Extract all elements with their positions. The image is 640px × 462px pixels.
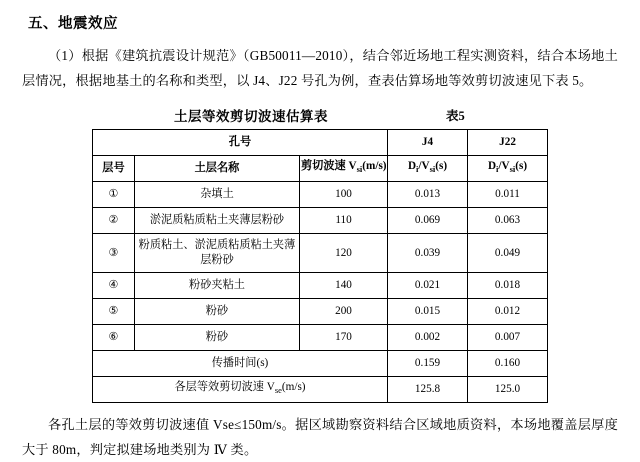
summary-label-equivalent-velocity (92, 377, 387, 403)
header-di-vsi-j4-sub-b: si (429, 164, 436, 175)
cell-j4-value: 0.021 (388, 273, 468, 299)
table-number: 表5 (446, 109, 465, 123)
cell-soil-name: 淤泥质粘质粘土夹薄层粉砂 (134, 208, 299, 234)
header-di-vsi-j4-sub-a: i (416, 164, 419, 175)
header-hole-j22: J22 (468, 130, 548, 156)
header-di-vsi-j22-mid: /V (498, 160, 510, 173)
summary-label-sub: se (274, 385, 282, 396)
cell-shear-velocity: 120 (299, 234, 387, 273)
header-di-vsi-j4 (388, 156, 468, 182)
cell-shear-velocity: 200 (299, 299, 387, 325)
table-row (92, 325, 547, 351)
cell-j4-value: 0.069 (388, 208, 468, 234)
cell-shear-velocity: 140 (299, 273, 387, 299)
cell-layer-no: ② (92, 208, 134, 234)
cell-j22-value: 0.049 (468, 234, 548, 273)
header-di-vsi-j22-sub-b: si (509, 164, 516, 175)
summary-label-text: 各层等效剪切波速 V (174, 381, 275, 394)
summary-label-propagation-time (92, 351, 387, 377)
table-summary-row (92, 377, 547, 403)
cell-soil-name: 粉砂 (134, 325, 299, 351)
header-di-vsi-j22-unit: (s) (515, 160, 528, 173)
table-row (92, 234, 547, 273)
table-summary-row (92, 351, 547, 377)
shear-wave-velocity-table (92, 129, 548, 403)
cell-j22-value: 0.011 (468, 182, 548, 208)
table-row (92, 208, 547, 234)
table-header-row-1 (92, 130, 547, 156)
cell-j22-value: 0.018 (468, 273, 548, 299)
cell-shear-velocity: 100 (299, 182, 387, 208)
header-layer-no: 层号 (92, 156, 134, 182)
header-shear-velocity (299, 156, 387, 182)
cell-layer-no: ⑥ (92, 325, 134, 351)
summary-label-text: 传播时间 (211, 357, 257, 369)
header-di-vsi-j4-d: D (407, 160, 417, 173)
header-shear-velocity-sub: si (356, 164, 363, 175)
header-soil-name: 土层名称 (134, 156, 299, 182)
cell-layer-no: ④ (92, 273, 134, 299)
section-heading: 五、地震效应 (28, 16, 118, 32)
summary-j4-value: 125.8 (388, 377, 468, 403)
cell-shear-velocity: 110 (299, 208, 387, 234)
cell-j22-value: 0.012 (468, 299, 548, 325)
summary-j22-value: 125.0 (468, 377, 548, 403)
table-header-row-2 (92, 156, 547, 182)
cell-j22-value: 0.063 (468, 208, 548, 234)
cell-j4-value: 0.013 (388, 182, 468, 208)
table-row (92, 299, 547, 325)
cell-j4-value: 0.039 (388, 234, 468, 273)
header-di-vsi-j4-unit: (s) (435, 160, 448, 173)
cell-j4-value: 0.015 (388, 299, 468, 325)
header-shear-velocity-text: 剪切波速 V (300, 160, 357, 173)
cell-soil-name: 粉砂 (134, 299, 299, 325)
table-title: 土层等效剪切波速估算表 (174, 109, 328, 124)
summary-label-unit: (m/s) (281, 381, 306, 394)
summary-j22-value: 0.160 (468, 351, 548, 377)
table-row (92, 182, 547, 208)
header-di-vsi-j22-sub-a: i (496, 164, 499, 175)
cell-layer-no: ⑤ (92, 299, 134, 325)
summary-j4-value: 0.159 (388, 351, 468, 377)
cell-soil-name: 粉质粘土、淤泥质粘质粘土夹薄层粉砂 (134, 234, 299, 273)
cell-soil-name: 粉砂夹粘土 (134, 273, 299, 299)
header-shear-velocity-unit: (m/s) (362, 160, 387, 173)
header-di-vsi-j22 (468, 156, 548, 182)
cell-soil-name: 杂填土 (134, 182, 299, 208)
cell-j22-value: 0.007 (468, 325, 548, 351)
cell-shear-velocity: 170 (299, 325, 387, 351)
header-hole-group: 孔号 (92, 130, 387, 156)
paragraph-1: （1）根据《建筑抗震设计规范》（GB50011—2010），结合邻近场地工程实测资料，结合本场地土层情况，根据地基土的名称和类型，以 J4、J22 号孔为例，查表估算场地等效剪切波速见下表 5。 (22, 48, 618, 88)
header-di-vsi-j4-mid: /V (418, 160, 430, 173)
cell-layer-no: ③ (92, 234, 134, 273)
footer-paragraph: 各孔土层的等效剪切波速值 Vse≤150m/s。据区域勘察资料结合区域地质资料，本场地覆盖层厚度大于 80m，判定拟建场地类别为 Ⅳ 类。 (22, 417, 618, 457)
cell-j4-value: 0.002 (388, 325, 468, 351)
cell-layer-no: ① (92, 182, 134, 208)
summary-label-unit: (s) (256, 357, 269, 369)
table-caption-row (22, 105, 618, 125)
header-hole-j4: J4 (388, 130, 468, 156)
header-di-vsi-j22-d: D (487, 160, 497, 173)
table-row (92, 273, 547, 299)
